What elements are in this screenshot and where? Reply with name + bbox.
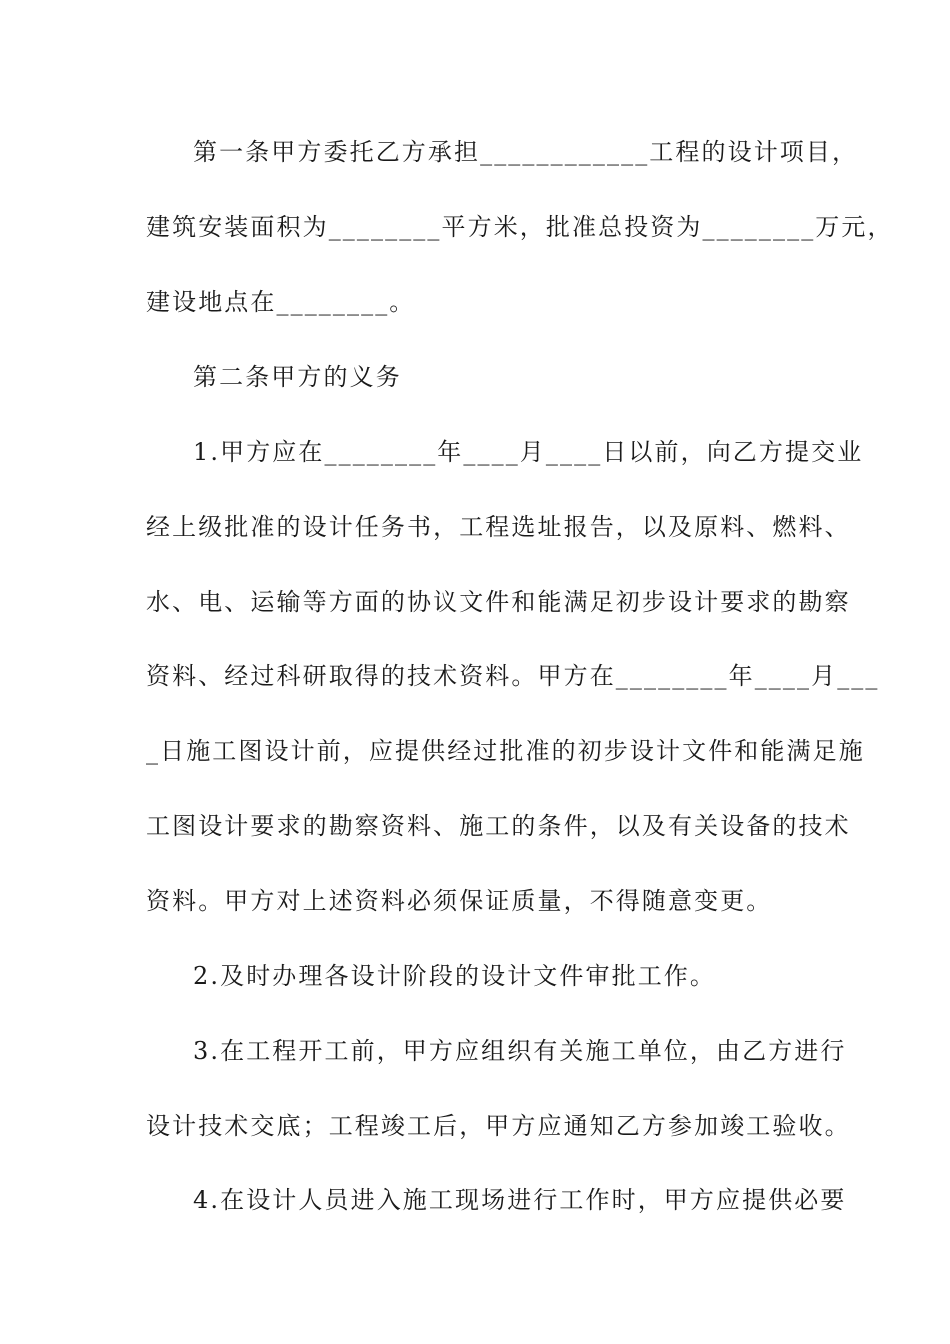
text-line-6: 经上级批准的设计任务书，工程选址报告，以及原料、燃料、 — [146, 513, 851, 541]
text-line-2: 建筑安装面积为________平方米，批准总投资为________万元， — [146, 213, 894, 241]
text-line-15: 4.在设计人员进入施工现场进行工作时，甲方应提供必要 — [193, 1186, 847, 1214]
text-line-5: 1.甲方应在________年____月____日以前，向乙方提交业 — [193, 438, 864, 466]
section-heading: 第二条甲方的义务 — [193, 363, 402, 391]
text-line-11: 资料。甲方对上述资料必须保证质量，不得随意变更。 — [146, 887, 773, 915]
text-line-1: 第一条甲方委托乙方承担____________工程的设计项目， — [193, 138, 859, 166]
text-line-9: _日施工图设计前，应提供经过批准的初步设计文件和能满足施 — [146, 737, 865, 765]
text-line-13: 3.在工程开工前，甲方应组织有关施工单位，由乙方进行 — [193, 1037, 847, 1065]
text-line-10: 工图设计要求的勘察资料、施工的条件，以及有关设备的技术 — [146, 812, 851, 840]
text-line-3: 建设地点在________。 — [146, 288, 416, 316]
text-line-8: 资料、经过科研取得的技术资料。甲方在________年____月___ — [146, 662, 880, 690]
text-line-12: 2.及时办理各设计阶段的设计文件审批工作。 — [193, 962, 716, 990]
text-line-14: 设计技术交底；工程竣工后，甲方应通知乙方参加竣工验收。 — [146, 1112, 851, 1140]
text-line-7: 水、电、运输等方面的协议文件和能满足初步设计要求的勘察 — [146, 588, 851, 616]
